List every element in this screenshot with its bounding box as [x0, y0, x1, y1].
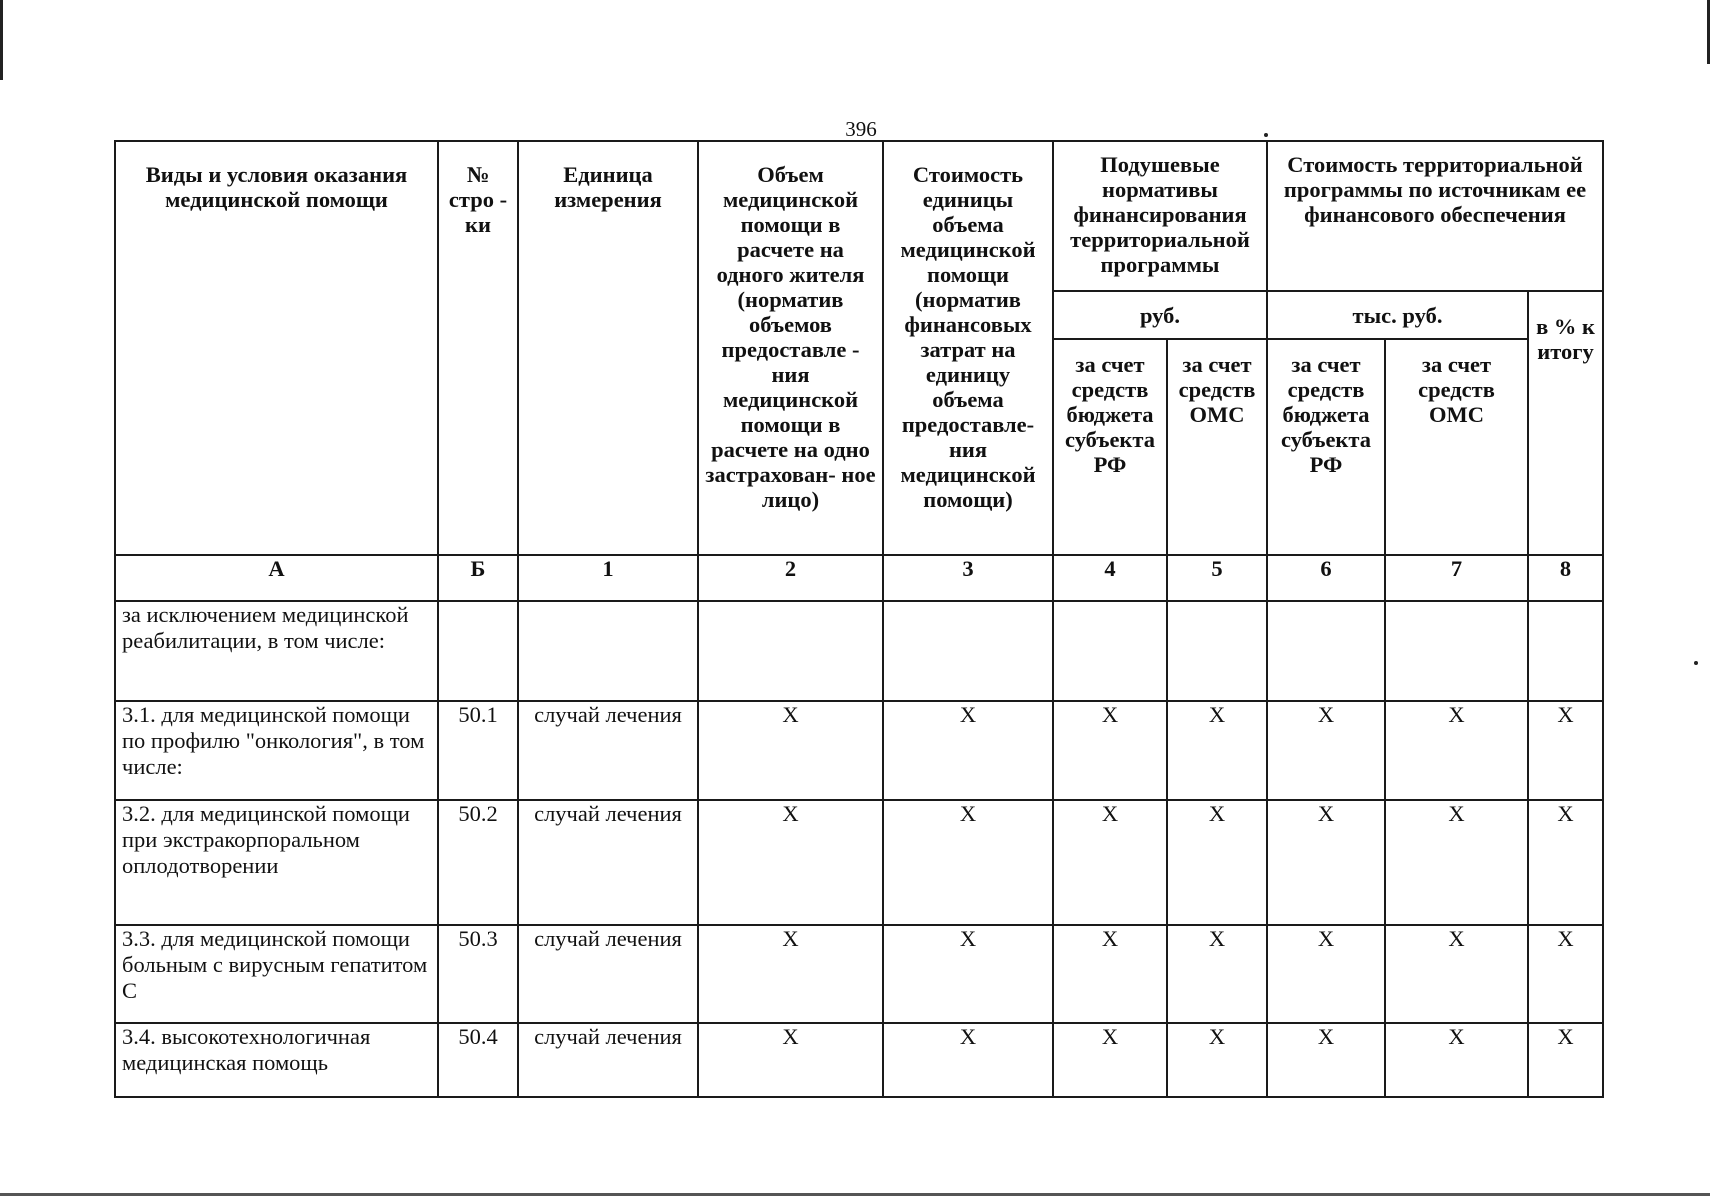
row-value-3 — [883, 601, 1053, 700]
row-unit: случай лечения — [518, 800, 698, 925]
table-row — [115, 925, 1603, 1023]
index-cell: 1 — [518, 555, 698, 601]
row-value-4: X — [1053, 800, 1167, 925]
index-cell: 7 — [1385, 555, 1528, 601]
table-row — [115, 1023, 1603, 1097]
header-cost-oms: за счет средств ОМС — [1385, 339, 1528, 555]
row-line-number: 50.1 — [438, 701, 518, 800]
row-value-6: X — [1267, 1023, 1385, 1097]
row-value-3: X — [883, 1023, 1053, 1097]
row-line-number: 50.4 — [438, 1023, 518, 1097]
row-name: 3.4. высокотехнологичная медицинская помощь — [115, 1023, 438, 1097]
row-line-number: 50.3 — [438, 925, 518, 1023]
row-line-number: 50.2 — [438, 800, 518, 925]
row-value-8: X — [1528, 1023, 1603, 1097]
row-unit: случай лечения — [518, 1023, 698, 1097]
index-cell: 6 — [1267, 555, 1385, 601]
row-value-5: X — [1167, 925, 1267, 1023]
row-value-4: X — [1053, 701, 1167, 800]
header-thous-rub: тыс. руб. — [1267, 291, 1528, 339]
scan-edge-left — [0, 0, 3, 80]
index-row — [115, 555, 1603, 601]
row-value-3: X — [883, 800, 1053, 925]
row-value-6: X — [1267, 800, 1385, 925]
row-value-8: X — [1528, 925, 1603, 1023]
header-rub: руб. — [1053, 291, 1267, 339]
row-name: 3.3. для медицинской помощи больным с вирусным гепатитом С — [115, 925, 438, 1023]
header-cost-budget: за счет средств бюджета субъекта РФ — [1267, 339, 1385, 555]
row-value-8: X — [1528, 701, 1603, 800]
scan-edge-bottom — [0, 1193, 1710, 1196]
row-line-number — [438, 601, 518, 700]
row-value-4 — [1053, 601, 1167, 700]
row-value-2: X — [698, 800, 883, 925]
row-name: за исключением медицинской реабилитации, в том числе: — [115, 601, 438, 700]
index-cell: А — [115, 555, 438, 601]
header-col-1: Единица измерения — [518, 141, 698, 555]
header-group-per-capita: Подушевые нормативы финансирования территориальной программы — [1053, 141, 1267, 291]
header-per-capita-budget: за счет средств бюджета субъекта РФ — [1053, 339, 1167, 555]
header-col-a: Виды и условия оказания медицинской помощи — [115, 141, 438, 555]
row-value-8: X — [1528, 800, 1603, 925]
financing-table — [114, 140, 1604, 1098]
row-value-3: X — [883, 701, 1053, 800]
row-value-7: X — [1385, 925, 1528, 1023]
row-value-6: X — [1267, 701, 1385, 800]
index-cell: 4 — [1053, 555, 1167, 601]
header-per-capita-oms: за счет средств ОМС — [1167, 339, 1267, 555]
header-percent: в % к итогу — [1528, 291, 1603, 555]
table-row — [115, 800, 1603, 925]
index-cell: 2 — [698, 555, 883, 601]
row-value-5: X — [1167, 701, 1267, 800]
header-row-1 — [115, 141, 1603, 291]
row-value-4: X — [1053, 925, 1167, 1023]
row-value-6 — [1267, 601, 1385, 700]
row-unit: случай лечения — [518, 925, 698, 1023]
row-value-6: X — [1267, 925, 1385, 1023]
row-value-2: X — [698, 701, 883, 800]
row-value-3: X — [883, 925, 1053, 1023]
row-value-7: X — [1385, 1023, 1528, 1097]
header-col-2: Объем медицинской помощи в расчете на одного жителя (норматив объемов предоставле - ния медицинской помощи в расчете на одно застрахован- ное лицо) — [698, 141, 883, 555]
index-cell: 5 — [1167, 555, 1267, 601]
index-cell: 8 — [1528, 555, 1603, 601]
row-value-2: X — [698, 1023, 883, 1097]
header-group-cost: Стоимость территориальной программы по источникам ее финансового обеспечения — [1267, 141, 1603, 291]
header-col-b: № стро - ки — [438, 141, 518, 555]
header-col-3: Стоимость единицы объема медицинской помощи (норматив финансовых затрат на единицу объема предоставле- ния медицинской помощи) — [883, 141, 1053, 555]
row-unit: случай лечения — [518, 701, 698, 800]
table-row — [115, 701, 1603, 800]
row-name: 3.2. для медицинской помощи при экстракорпоральном оплодотворении — [115, 800, 438, 925]
row-value-2 — [698, 601, 883, 700]
row-value-8 — [1528, 601, 1603, 700]
row-name: 3.1. для медицинской помощи по профилю "онкология", в том числе: — [115, 701, 438, 800]
index-cell: Б — [438, 555, 518, 601]
page-number: 396 — [845, 117, 877, 141]
row-value-7: X — [1385, 800, 1528, 925]
row-value-2: X — [698, 925, 883, 1023]
row-value-5: X — [1167, 800, 1267, 925]
row-value-4: X — [1053, 1023, 1167, 1097]
row-unit — [518, 601, 698, 700]
scan-speck — [1694, 661, 1698, 665]
row-value-5: X — [1167, 1023, 1267, 1097]
row-value-7 — [1385, 601, 1528, 700]
row-value-5 — [1167, 601, 1267, 700]
index-cell: 3 — [883, 555, 1053, 601]
row-value-7: X — [1385, 701, 1528, 800]
table-row — [115, 601, 1603, 700]
